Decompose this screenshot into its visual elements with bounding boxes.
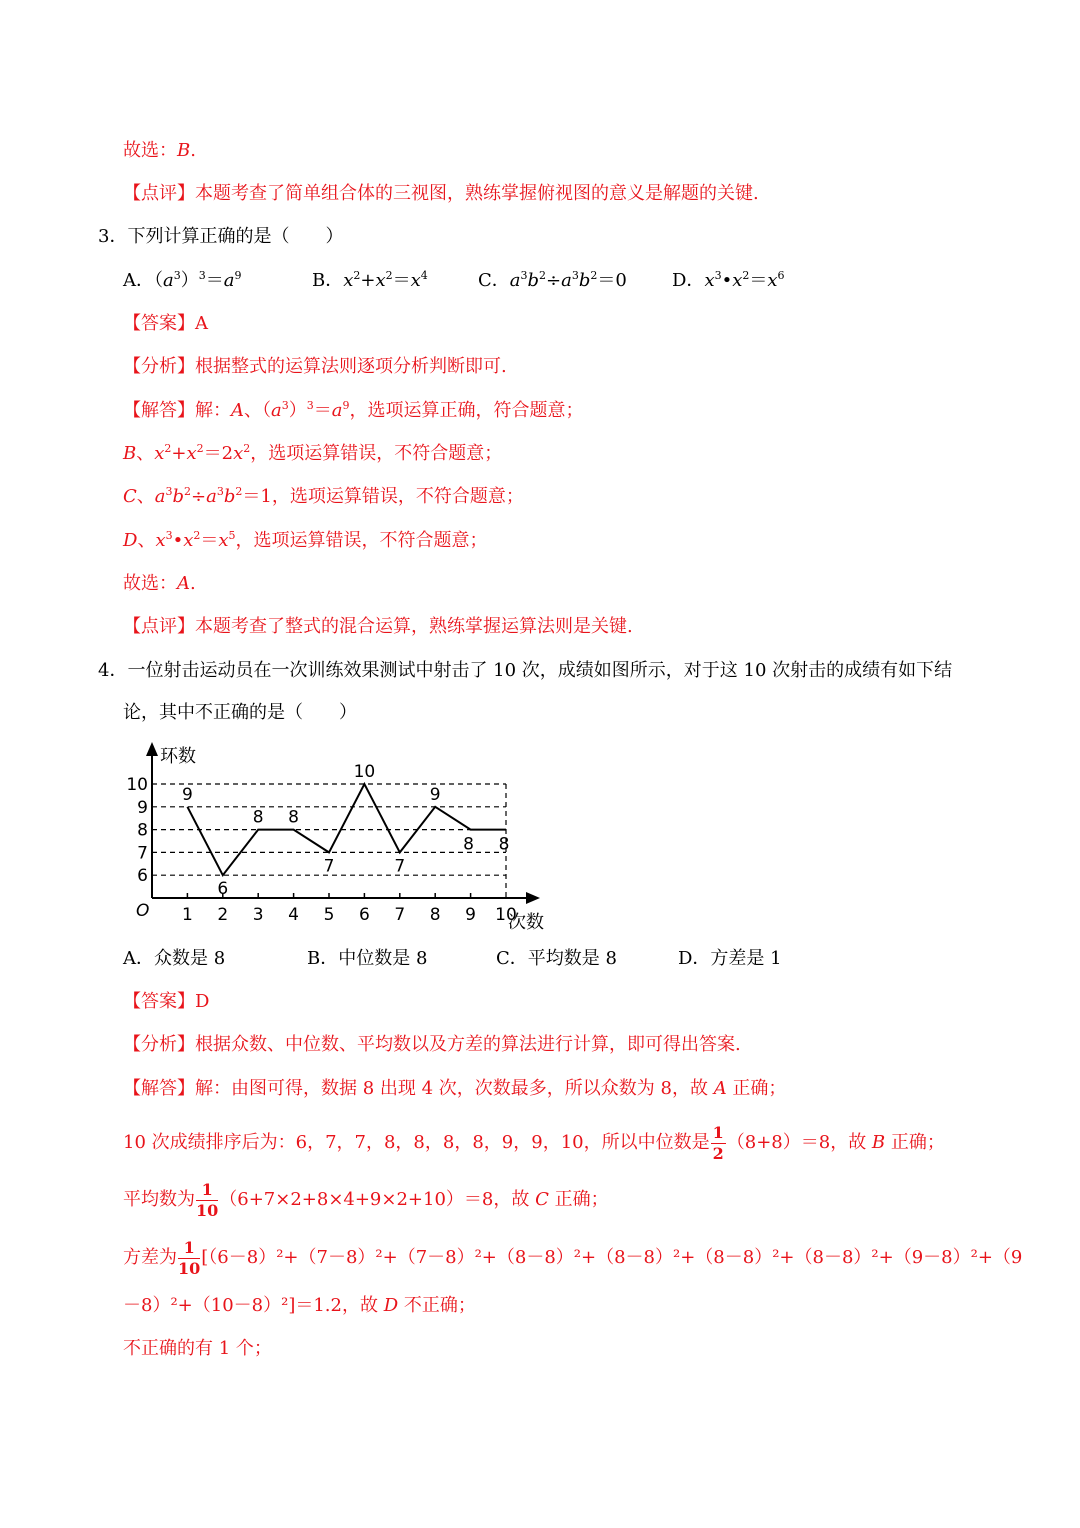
- q4-answer: 【答案】D: [123, 991, 210, 1012]
- q4-analysis: 【分析】根据众数、中位数、平均数以及方差的算法进行计算，即可得出答案.: [123, 1034, 741, 1055]
- chart-axes: [146, 742, 540, 904]
- q4-solution-2: 10 次成绩排序后为：6，7，7，8，8，8，8，9，9，10，所以中位数是 $\frac{1}{2}$ （8+8）＝8，故 B 正确；: [123, 1122, 945, 1163]
- x-tick-label: 2: [217, 905, 229, 925]
- x-axis-arrow: [526, 892, 540, 904]
- q4-solution-4: 方差为 $\frac{1}{10}$ [（6－8）²+（7－8）²+（7－8）²+（8－8）²+（8－8）²+（8－8）²+（8－8）²+（9－8）²+（9: [123, 1237, 1023, 1278]
- x-tick-label: 6: [358, 905, 370, 925]
- q3-option-d: D．$x^3•x^2=x^6$: [672, 269, 785, 291]
- fraction-tenth-variance: $\frac{1}{10}$: [178, 1237, 201, 1278]
- q4-option-d: D．方差是 1: [678, 948, 782, 969]
- y-tick-label: 8: [137, 820, 148, 841]
- point-label: 6: [217, 879, 229, 900]
- fraction-half: $\frac{1}{2}$: [712, 1122, 724, 1163]
- x-tick-label: 5: [323, 905, 335, 925]
- origin-label: O: [136, 901, 150, 921]
- y-axis-label: 环数: [160, 746, 196, 767]
- q3-review: 【点评】本题考查了整式的混合运算，熟练掌握运算法则是关键.: [123, 616, 633, 637]
- q2-review-line: 【点评】本题考查了简单组合体的三视图，熟练掌握俯视图的意义是解题的关键.: [123, 183, 759, 204]
- x-axis-label: 次数: [508, 912, 544, 933]
- y-tick-labels: [126, 775, 148, 886]
- q3-option-a: A．$(a^3)^3=a^9$: [123, 269, 242, 291]
- x-tick-label: 10: [495, 905, 517, 925]
- q4-solution-1: 【解答】解：由图可得，数据 8 出现 4 次，次数最多，所以众数为 8，故 A 正确；: [123, 1078, 787, 1099]
- point-label: 7: [323, 856, 335, 877]
- q4-stem-line2: 论，其中不正确的是（ ）: [123, 702, 357, 723]
- q3-solution-d: D、$x^3•x^2=x^5$，选项运算错误，不符合题意；: [123, 529, 488, 551]
- q3-solution-a: 【解答】解：A、$(a^3)^3=a^9$，选项运算正确，符合题意；: [123, 399, 584, 421]
- y-tick-label: 10: [126, 775, 148, 795]
- point-label: 10: [353, 762, 376, 782]
- q3-solution-b: B、$x^2+x^2=2x^2$，选项运算错误，不符合题意；: [123, 442, 503, 464]
- x-tick-label: 8: [429, 905, 441, 925]
- y-tick-label: 7: [137, 843, 148, 864]
- point-label: 8: [288, 807, 300, 828]
- y-tick-label: 6: [137, 866, 148, 887]
- y-tick-label: 9: [137, 797, 148, 818]
- q4-option-a: A．众数是 8: [123, 948, 226, 969]
- q3-option-c: C．$a^3b^2\div a^3b^2=0$: [478, 269, 627, 291]
- q3-option-b: B．$x^2+x^2=x^4$: [312, 269, 428, 291]
- point-label: 9: [181, 784, 193, 805]
- point-labels: [182, 762, 509, 899]
- q3-stem: 3．下列计算正确的是（ ）: [98, 226, 344, 247]
- point-label: 8: [252, 807, 264, 828]
- point-label: 8: [498, 834, 510, 855]
- q4-solution-6: 不正确的有 1 个；: [123, 1338, 272, 1359]
- q3-select: 故选：A.: [123, 573, 196, 594]
- q3-answer: 【答案】A: [123, 313, 208, 334]
- fraction-tenth: $\frac{1}{10}$: [196, 1179, 219, 1220]
- x-tick-labels: [182, 905, 517, 925]
- point-label: 7: [394, 856, 406, 877]
- q2-select-line: 故选：B.: [123, 140, 196, 161]
- q4-solution-3: 平均数为 $\frac{1}{10}$ （6+7×2+8×4+9×2+10）＝8，故 C 正确；: [123, 1179, 609, 1220]
- x-tick-label: 9: [465, 905, 477, 925]
- x-tick-label: 3: [252, 905, 264, 925]
- shooting-score-chart: [120, 738, 550, 933]
- x-tick-label: 1: [181, 905, 193, 925]
- x-tick-label: 7: [394, 905, 406, 925]
- point-label: 8: [463, 834, 475, 855]
- q4-option-b: B．中位数是 8: [307, 948, 428, 969]
- q3-analysis: 【分析】根据整式的运算法则逐项分析判断即可.: [123, 356, 507, 377]
- q4-option-c: C．平均数是 8: [496, 948, 617, 969]
- y-axis-arrow: [146, 742, 158, 756]
- point-label: 9: [429, 784, 441, 805]
- x-tick-label: 4: [288, 905, 300, 925]
- q4-stem-line1: 4．一位射击运动员在一次训练效果测试中射击了 10 次，成绩如图所示，对于这 10 次射击的成绩有如下结: [98, 660, 953, 681]
- q4-solution-5: －8）²+（10－8）²]＝1.2，故 D 不正确；: [123, 1295, 476, 1316]
- q3-solution-c: C、$a^3b^2\div a^3b^2=1$，选项运算错误，不符合题意；: [123, 485, 524, 507]
